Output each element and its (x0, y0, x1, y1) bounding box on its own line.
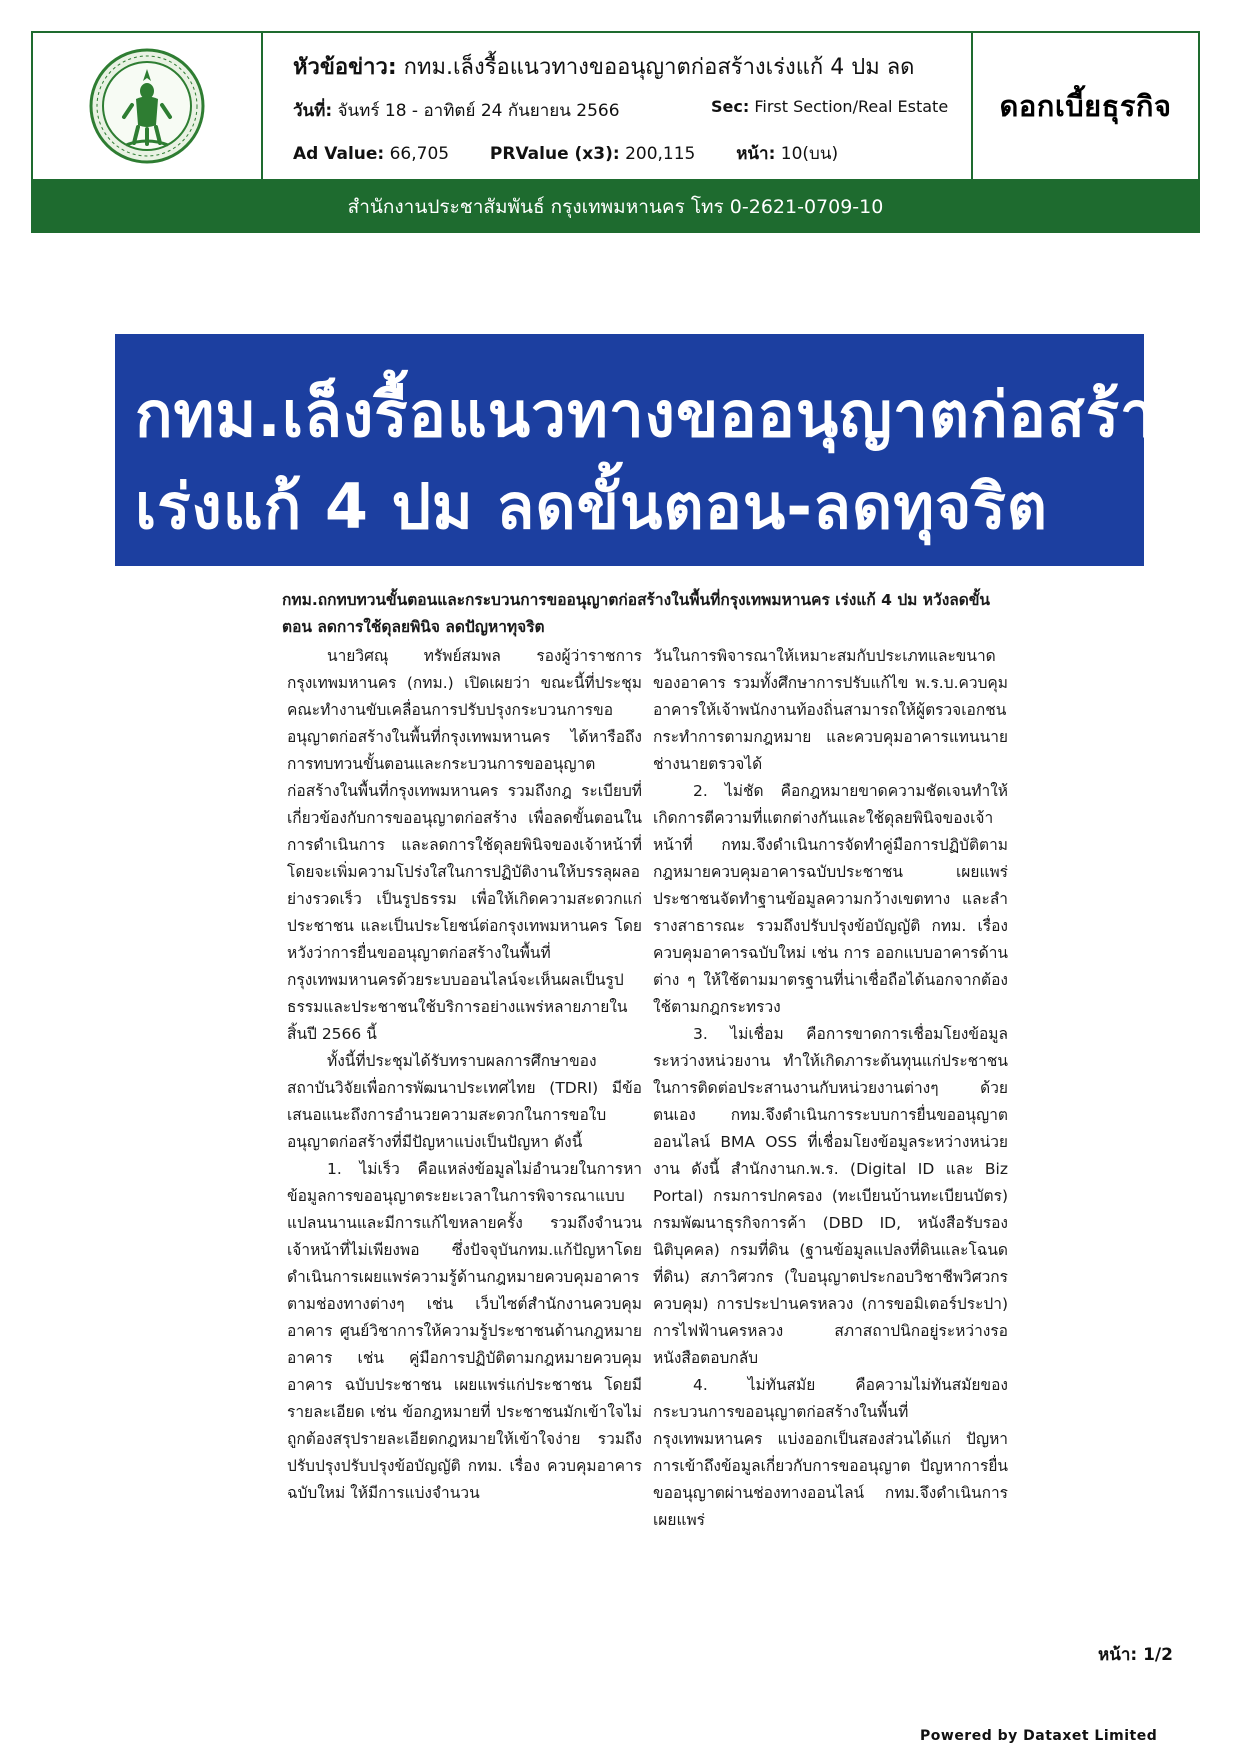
page-value: 10(บน) (780, 144, 839, 164)
article-column-right (653, 643, 1008, 1598)
headline-label: หัวข้อข่าว: (293, 55, 397, 80)
pr-value-label: PRValue (x3): (489, 144, 620, 164)
date-label: วันที่: (293, 101, 333, 121)
publication-cell (971, 33, 1198, 179)
page-indicator: หน้า: 1/2 (1098, 1645, 1173, 1665)
paragraph: ทั้งนี้ที่ประชุมได้รับทราบผลการศึกษาของ สถาบันวิจัยเพื่อการพัฒนาประเทศไทย (TDRI) มีข้อเสนอแนะถึงการอำนวยความสะดวกในการขอใบอนุญาตก่อสร้างที่มีปัญหาแบ่งเป็นปัญหา ดังนี้ (287, 1052, 642, 1151)
ad-value-label: Ad Value: (293, 144, 385, 164)
paragraph: 4. ไม่ทันสมัย คือความไม่ทันสมัยของกระบวนการขออนุญาตก่อสร้างในพื้นที่กรุงเทพมหานคร แบ่งออกเป็นสองส่วนได้แก่ ปัญหาการเข้าถึงข้อมูลเกี่ยวกับการขออนุญาต ปัญหาการยื่นขออนุญาตผ่านช่องทางออนไลน์ กทม.จึงดำเนินการเผยแพร่ (653, 1376, 1008, 1529)
page-label: หน้า: (736, 144, 776, 164)
pr-office-bar: สำนักงานประชาสัมพันธ์ กรุงเทพมหานคร โทร 0-2621-0709-10 (31, 181, 1200, 233)
date-row (293, 97, 949, 124)
paragraph: 2. ไม่ชัด คือกฎหมายขาดความชัดเจนทำให้เกิดการตีความที่แตกต่างกันและใช้ดุลยพินิจของเจ้าหน้าที่ กทม.จึงดำเนินการจัดทำคู่มือการปฏิบัติตามกฎหมายควบคุมอาคารฉบับประชาชน เผยแพร่ประชาชนจัดทำฐานข้อมูลความกว้างเขตทาง และลำรางสาธารณะ รวมถึงปรับปรุงข้อบัญญัติ กทม. เรื่อง ควบคุมอาคารฉบับใหม่ เช่น การ ออกแบบอาคารด้านต่าง ๆ ให้ใช้ตามมาตรฐานที่น่าเชื่อถือได้นอกจากต้องใช้ตามกฎกระทรวง (653, 782, 1008, 1016)
sec-label: Sec: (711, 97, 750, 116)
publication-name: ดอกเบี้ยธุรกิจ (999, 89, 1172, 123)
paragraph: 1. ไม่เร็ว คือแหล่งข้อมูลไม่อำนวยในการหาข้อมูลการขออนุญาตระยะเวลาในการพิจารณาแบบแปลนนานและมีการแก้ไขหลายครั้ง รวมถึงจำนวนเจ้าหน้าที่ไม่เพียงพอ ซึ่งปัจจุบันกทม.แก้ปัญหาโดยดำเนินการเผยแพร่ความรู้ด้านกฎหมายควบคุมอาคาร ตามช่องทางต่างๆ เช่น เว็บไซต์สำนักงานควบคุมอาคาร ศูนย์วิชาการให้ความรู้ประชาชนด้านกฎหมายอาคาร เช่น คู่มือการปฏิบัติตามกฎหมายควบคุมอาคาร ฉบับประชาชน เผยแพร่แก่ประชาชน โดยมีรายละเอียด เช่น ข้อกฎหมายที่ ประชาชนมักเข้าใจไม่ถูกต้องสรุปรายละเอียดกฎหมายให้เข้าใจง่าย รวมถึงปรับปรุงปรับปรุงข้อบัญญัติ กทม. เรื่อง ควบคุมอาคารฉบับใหม่ ให้มีการแบ่งจำนวน (287, 1160, 642, 1502)
paragraph: นายวิศณุ ทรัพย์สมพล รองผู้ว่าราชการกรุงเทพมหานคร (กทม.) เปิดเผยว่า ขณะนี้ที่ประชุมคณะทำงานขับเคลื่อนการปรับปรุงกระบวนการขออนุญาตก่อสร้างในพื้นที่กรุงเทพมหานคร ได้หารือถึงการทบทวนขั้นตอนและกระบวนการขออนุญาตก่อสร้างในพื้นที่กรุงเทพมหานคร รวมถึงกฎ ระเบียบที่เกี่ยวข้องกับการขออนุญาตก่อสร้าง เพื่อลดขั้นตอนในการดำเนินการ และลดการใช้ดุลยพินิจของเจ้าหน้าที่ โดยจะเพิ่มความโปร่งใสในการปฏิบัติงานให้บรรลุผลอย่างรวดเร็ว เป็นรูปธรรม เพื่อให้เกิดความสะดวกแก่ประชาชน และเป็นประโยชน์ต่อกรุงเทพมหานคร โดยหวังว่าการยื่นขออนุญาตก่อสร้างในพื้นที่กรุงเทพมหานครด้วยระบบออนไลน์จะเห็นผลเป็นรูปธรรมและประชาชนใช้บริการอย่างแพร่หลายภายในสิ้นปี 2566 นี้ (287, 647, 642, 1043)
headline-value: กทม.เล็งรื้อแนวทางขออนุญาตก่อสร้างเร่งแก้ 4 ปม ลด (403, 55, 915, 80)
logo-cell (33, 33, 263, 179)
ad-value: 66,705 (389, 144, 450, 164)
pr-value: 200,115 (625, 144, 696, 164)
sec-value: First Section/Real Estate (754, 97, 949, 116)
powered-by: Powered by Dataxet Limited (920, 1728, 1158, 1744)
headline-row (293, 49, 973, 84)
article-column-left (287, 643, 642, 1598)
headline-line-2: เร่งแก้ 4 ปม ลดขั้นตอน-ลดทุจริต (135, 470, 1049, 543)
clipping-header (31, 31, 1200, 181)
paragraph: วันในการพิจารณาให้เหมาะสมกับประเภทและขนาดของอาคาร รวมทั้งศึกษาการปรับแก้ไข พ.ร.บ.ควบคุมอาคารให้เจ้าพนักงานท้องถิ่นสามารถให้ผู้ตรวจเอกชนกระทำการตามกฎหมาย และควบคุมอาคารแทนนายช่างนายตรวจได้ (653, 647, 1008, 773)
clipping-info (263, 33, 1003, 179)
paragraph: 3. ไม่เชื่อม คือการขาดการเชื่อมโยงข้อมูลระหว่างหน่วยงาน ทำให้เกิดภาระต้นทุนแก่ประชาชนในการติดต่อประสานงานกับหน่วยงานต่างๆ ด้วยตนเอง กทม.จึงดำเนินการระบบการยื่นขออนุญาตออนไลน์ BMA OSS ที่เชื่อมโยงข้อมูลระหว่างหน่วยงาน ดังนี้ สำนักงานก.พ.ร. (Digital ID และ Biz Portal) กรมการปกครอง (ทะเบียนบ้านทะเบียนบัตร) กรมพัฒนาธุรกิจการค้า (DBD ID, หนังสือรับรองนิติบุคคล) กรมที่ดิน (ฐานข้อมูลแปลงที่ดินและโฉนดที่ดิน) สภาวิศวกร (ใบอนุญาตประกอบวิชาชีพวิศวกรควบคุม) การประปานครหลวง (การขอมิเตอร์ประปา) การไฟฟ้านครหลวง สภาสถาปนิกอยู่ระหว่างรอหนังสือตอบกลับ (653, 1025, 1008, 1367)
article-lead: กทม.ถกทบทวนขั้นตอนและกระบวนการขออนุญาตก่อสร้างในพื้นที่กรุงเทพมหานคร เร่งแก้ 4 ปม หวังลดขั้นตอน ลดการใช้ดุลยพินิจ ลดปัญหาทุจริต (282, 591, 991, 636)
date-value: จันทร์ 18 - อาทิตย์ 24 กันยายน 2566 (337, 101, 620, 121)
value-row (293, 140, 838, 167)
headline-banner (115, 334, 1188, 566)
headline-line-1: กทม.เล็งรื้อแนวทางขออนุญาตก่อสร้าง (135, 378, 1188, 451)
section-info (711, 97, 948, 116)
bma-seal-logo (88, 47, 206, 165)
